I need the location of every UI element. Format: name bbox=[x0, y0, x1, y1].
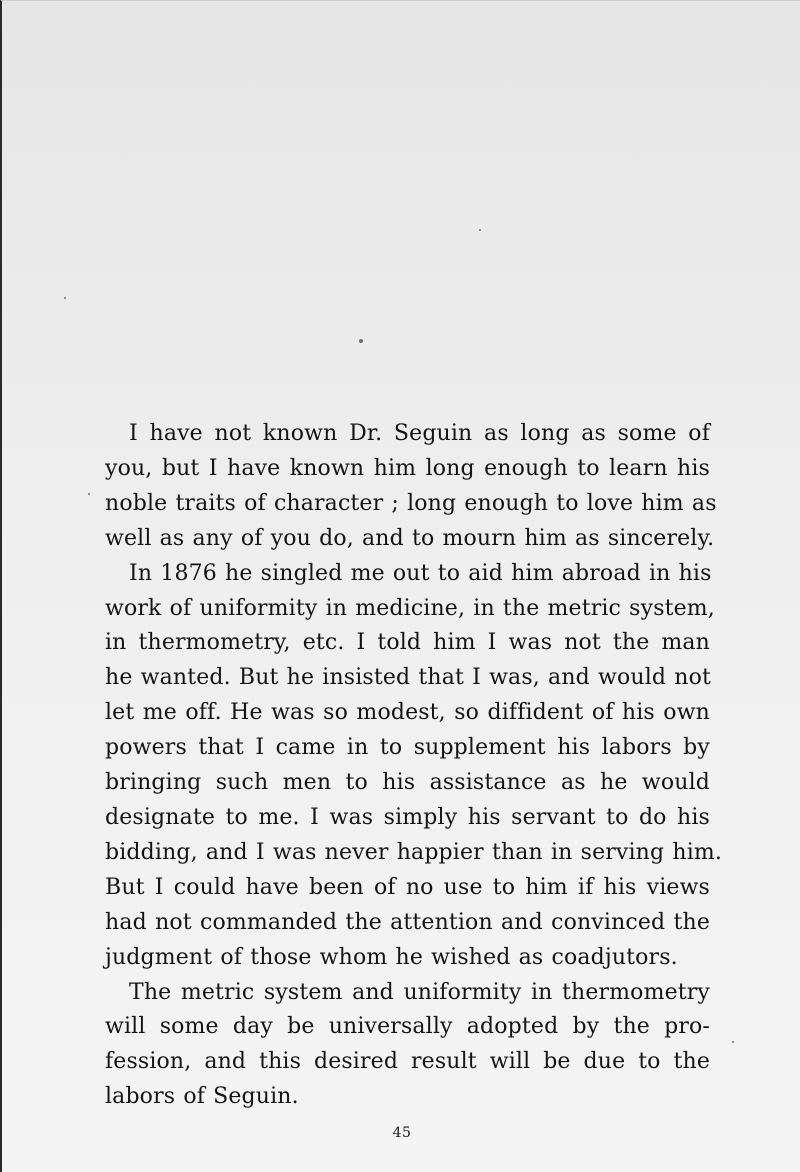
text-line: had not commanded the attention and convinced the bbox=[105, 909, 710, 935]
text-line: labors of Seguin. bbox=[105, 1084, 299, 1110]
text-line: will some day be universally adopted by the pro- bbox=[105, 1014, 710, 1040]
text-line: bringing such men to his assistance as he would bbox=[105, 770, 710, 796]
text-line: designate to me. I was simply his servant to do his bbox=[105, 804, 710, 830]
ink-speck bbox=[88, 493, 90, 495]
text-line: bidding, and I was never happier than in serving him. bbox=[105, 839, 723, 865]
body-text bbox=[105, 417, 723, 1115]
ink-speck bbox=[64, 297, 66, 299]
text-line: The metric system and uniformity in thermometry bbox=[129, 979, 710, 1005]
ink-speck bbox=[732, 1041, 734, 1043]
text-line: But I could have been of no use to him if his views bbox=[105, 874, 710, 900]
text-line: he wanted. But he insisted that I was, and would not bbox=[105, 665, 711, 691]
text-line: let me off. He was so modest, so diffident of his own bbox=[105, 700, 710, 726]
text-line: I have not known Dr. Seguin as long as some of bbox=[129, 421, 710, 446]
ink-speck bbox=[479, 229, 481, 231]
paragraph-1 bbox=[105, 417, 717, 557]
text-line: in thermometry, etc. I told him I was not the man bbox=[105, 630, 710, 656]
text-line: fession, and this desired result will be due to the bbox=[105, 1049, 710, 1075]
page-number: 45 bbox=[392, 1125, 412, 1141]
paragraph-2 bbox=[105, 557, 723, 976]
ink-speck bbox=[359, 339, 363, 343]
text-line: In 1876 he singled me out to aid him abroad in his bbox=[129, 560, 712, 586]
text-line: well as any of you do, and to mourn him as sincerely. bbox=[105, 525, 715, 551]
text-line: work of uniformity in medicine, in the metric system, bbox=[105, 595, 715, 621]
text-line: you, but I have known him long enough to learn his bbox=[105, 455, 710, 481]
paragraph-3 bbox=[105, 976, 710, 1116]
text-line: noble traits of character ; long enough to love him as bbox=[105, 490, 717, 516]
text-line: powers that I came in to supplement his labors by bbox=[105, 735, 710, 761]
text-line: judgment of those whom he wished as coadjutors. bbox=[105, 944, 678, 970]
